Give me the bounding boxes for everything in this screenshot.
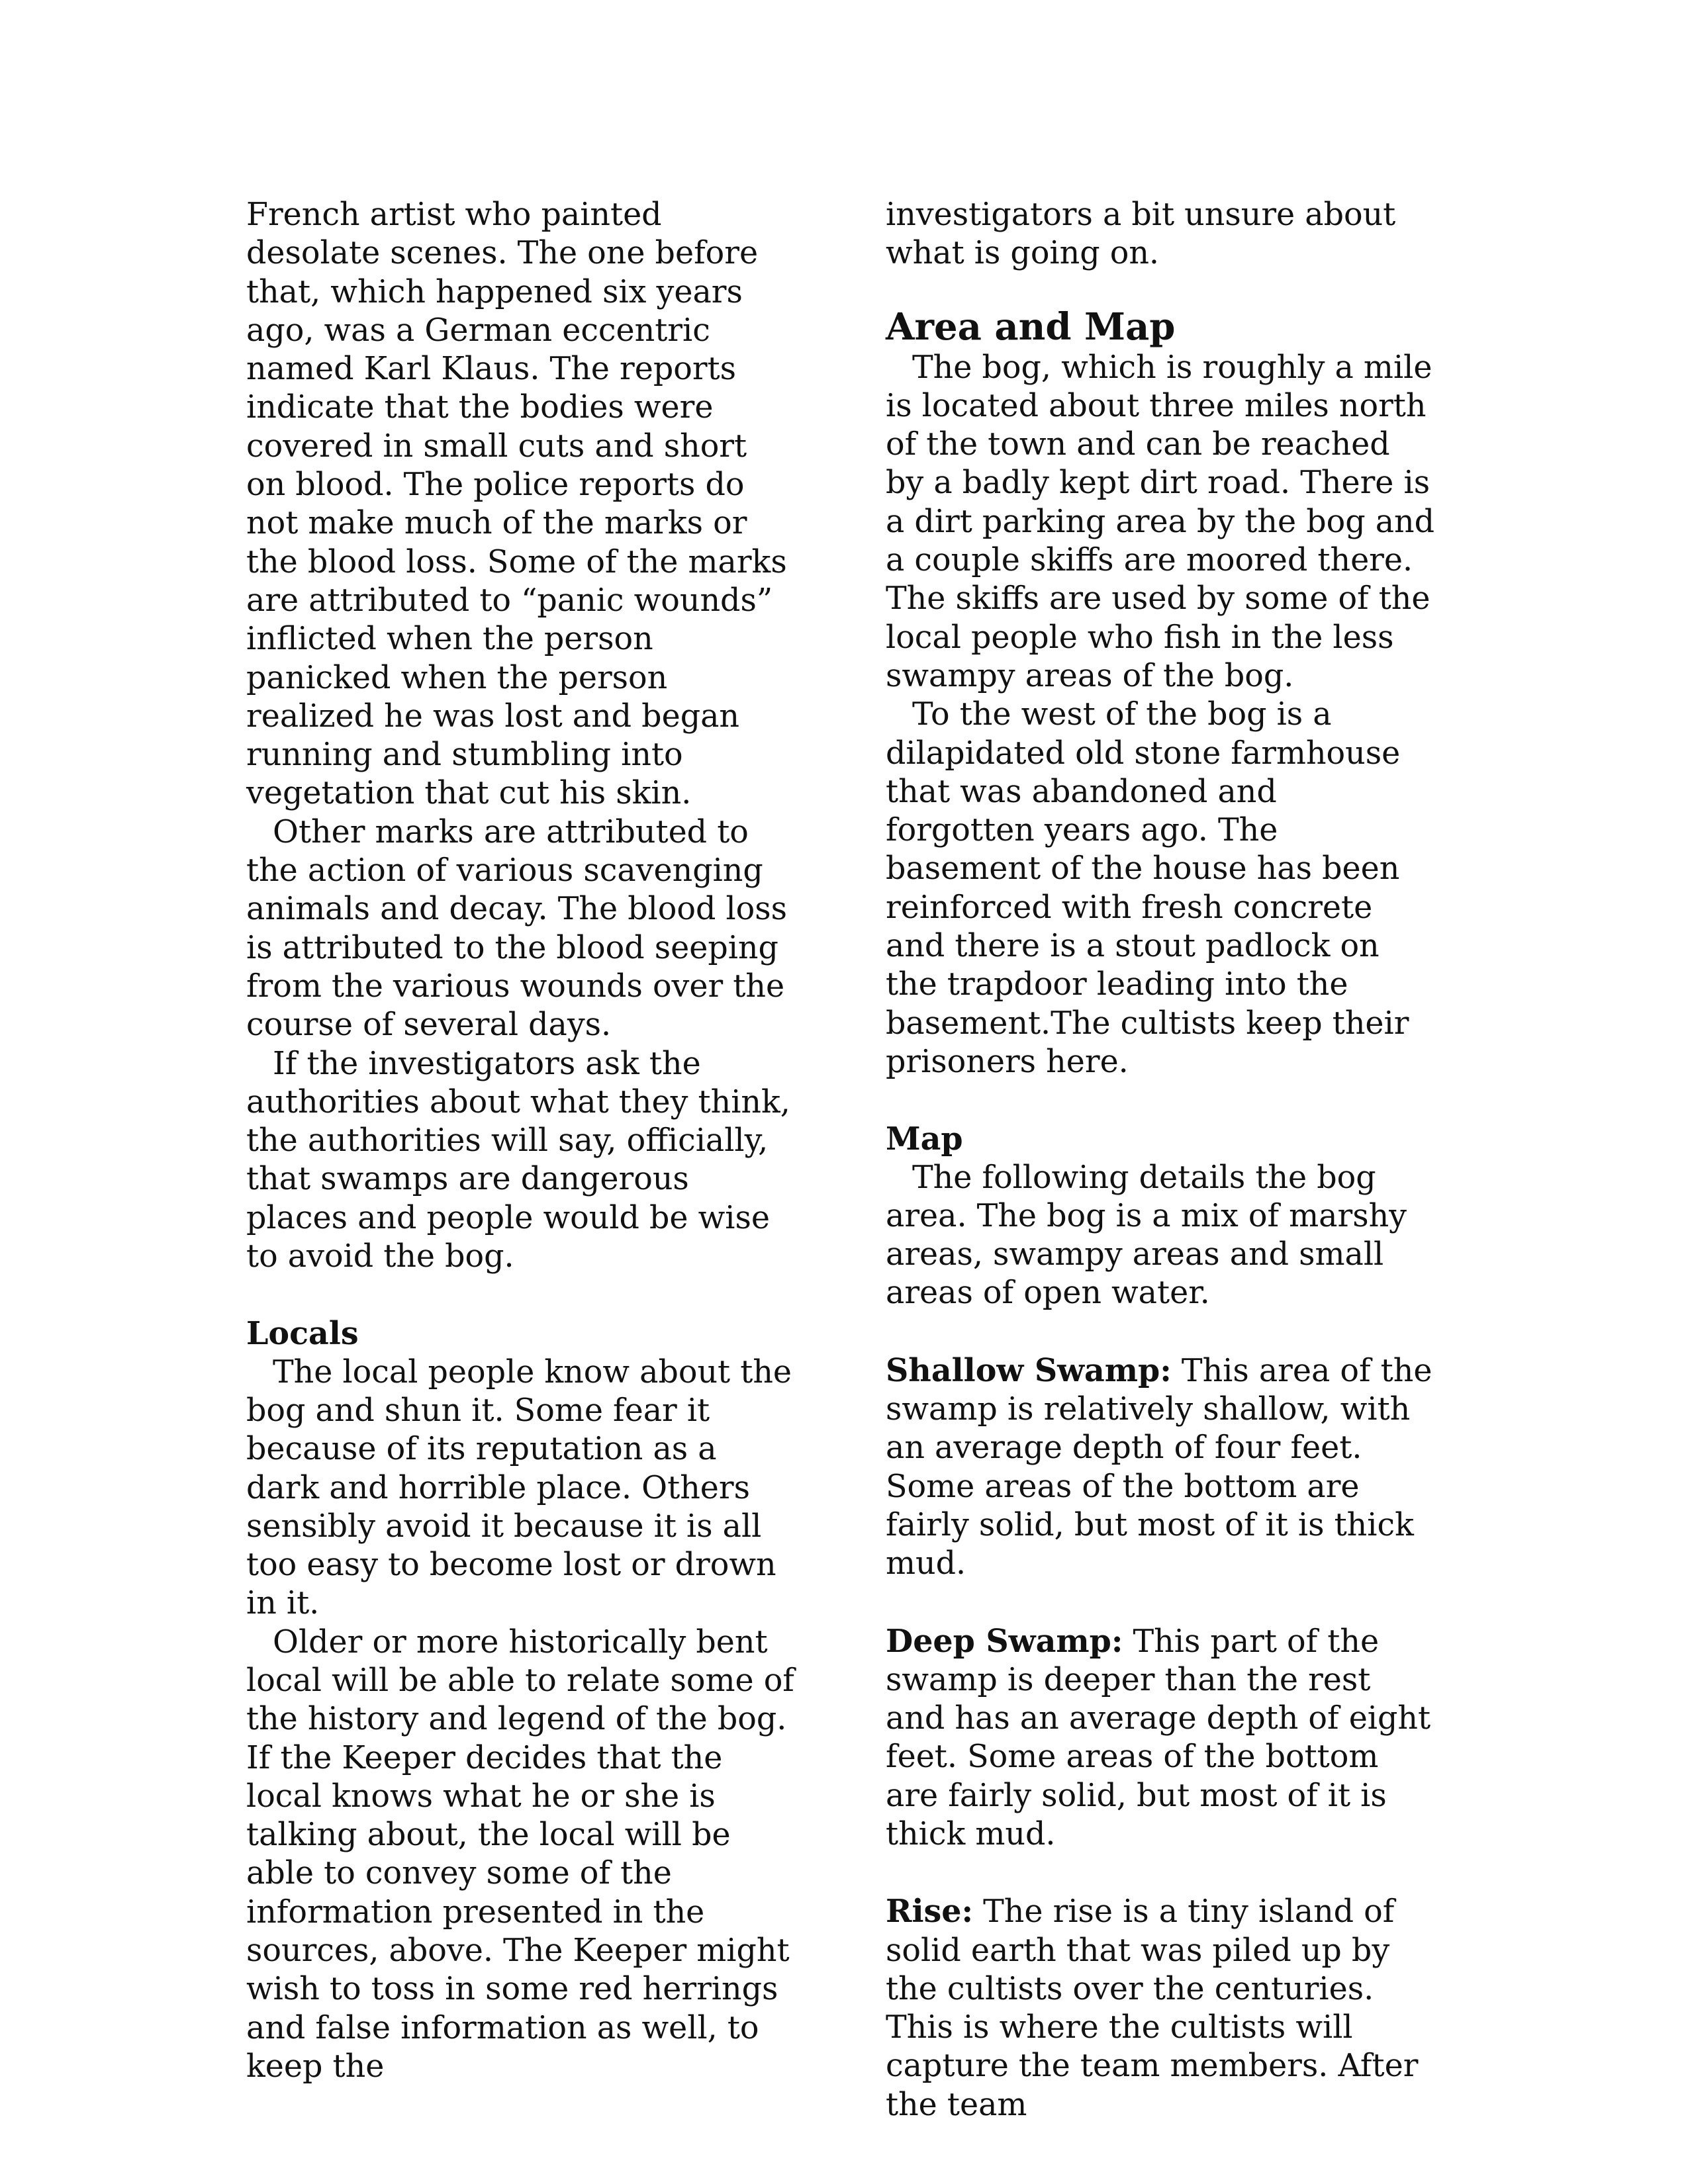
paragraph-local-people: The local people know about the bog and shun it. Some fear it because of its reputation as a dark and horrible place. Others sensibly avoid it because it is all too easy to become lost or drown in it. xyxy=(246,1353,792,1622)
right-column xyxy=(886,196,1435,2124)
paragraph-older-locals: Older or more historically bent local will be able to relate some of the history and legend of the bog. If the Keeper decides that the local knows what he or she is talking about, the local will be able to convey some of the information presented in the sources, above. The Keeper might wish to toss in some red herrings and false information as well, to keep the xyxy=(246,1623,794,2085)
term-shallow-swamp: Shallow Swamp: xyxy=(886,1351,1172,1389)
paragraph-past-victims: French artist who painted desolate scenes. The one before that, which happened six years ago, was a German eccentric named Karl Klaus. The reports indicate that the bodies were covered in small cuts and short on blood. The police reports do not make much of the marks or the blood loss. Some of the marks are attributed to “panic wounds” inflicted when the person panicked when the person realized he was lost and began running and stumbling into vegetation that cut his skin. xyxy=(246,197,787,812)
heading-locals: Locals xyxy=(246,1315,359,1353)
text-deep-swamp: This part of the swamp is deeper than the rest and has an average depth of eight feet. Some areas of the bottom are fairly solid, but most of it is thick mud. xyxy=(886,1623,1431,1852)
entry-shallow-swamp xyxy=(886,1351,1435,1584)
paragraph-bog-location: The bog, which is roughly a mile is located about three miles north of the town and can be reached by a badly kept dirt road. There is a dirt parking area by the bog and a couple skiffs are moored there. The skiffs are used by some of the local people who fish in the less swampy areas of the bog. xyxy=(886,349,1435,694)
heading-area-and-map: Area and Map xyxy=(886,304,1176,349)
text-rise: The rise is a tiny island of solid earth that was piled up by the cultists over the centuries. This is where the cultists will capture the team members. After the team xyxy=(886,1893,1419,2123)
paragraph-farmhouse: To the west of the bog is a dilapidated old stone farmhouse that was abandoned and forgotten years ago. The basement of the house has been reinforced with fresh concrete and there is a stout padlock on the trapdoor leading into the basement.The cultists keep their prisoners here. xyxy=(886,696,1409,1080)
term-rise: Rise: xyxy=(886,1893,974,1931)
paragraph-continued: investigators a bit unsure about what is going on. xyxy=(886,197,1396,272)
entry-rise xyxy=(886,1892,1435,2124)
entry-deep-swamp xyxy=(886,1622,1435,1854)
left-column xyxy=(246,196,796,2086)
term-deep-swamp: Deep Swamp: xyxy=(886,1622,1123,1660)
paragraph-authorities: If the investigators ask the authorities about what they think, the authorities will say, officially, that swamps are dangerous places and people would be wise to avoid the bog. xyxy=(246,1045,790,1275)
text-shallow-swamp: This area of the swamp is relatively shallow, with an average depth of four feet. Some areas of the bottom are fairly solid, but most of it is thick mud. xyxy=(886,1352,1432,1582)
paragraph-map-details: The following details the bog area. The bog is a mix of marshy areas, swampy areas and small areas of open water. xyxy=(886,1159,1407,1312)
heading-map: Map xyxy=(886,1120,963,1158)
paragraph-other-marks: Other marks are attributed to the action of various scavenging animals and decay. The blood loss is attributed to the blood seeping from the various wounds over the course of several days. xyxy=(246,813,788,1044)
